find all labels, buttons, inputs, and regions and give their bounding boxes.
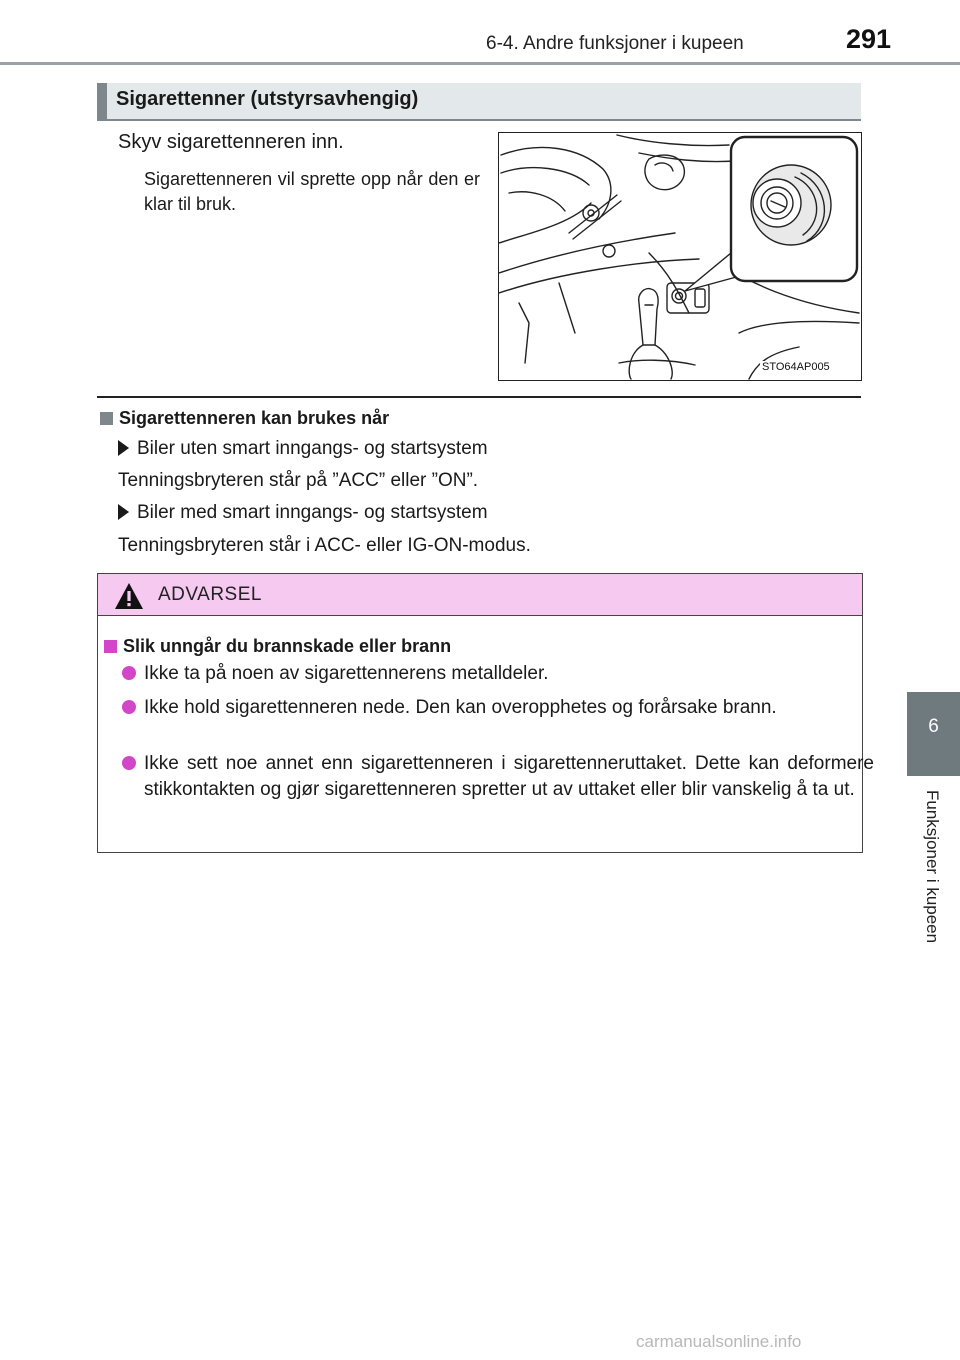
warning-heading: Slik unngår du brannskade eller brann xyxy=(104,636,451,657)
warning-title: ADVARSEL xyxy=(158,584,262,605)
bullet-dot-icon xyxy=(122,756,136,770)
triangle-bullet-icon xyxy=(118,440,129,456)
bullet-dot-icon xyxy=(122,700,136,714)
instruction-note: Sigarettenneren vil sprette opp når den er klar til bruk. xyxy=(144,169,480,214)
header-rule xyxy=(0,62,960,65)
triangle-bullet-icon xyxy=(118,504,129,520)
warning-bullet-1: Ikke ta på noen av sigarettennerens metalldeler. xyxy=(144,661,874,687)
section-title: Sigarettenner (utstyrsavhengig) xyxy=(116,88,419,110)
square-bullet-icon xyxy=(104,640,117,653)
figure-code: STO64AP005 xyxy=(762,361,830,373)
section-title-accent xyxy=(97,83,107,121)
warning-bullet-3: Ikke sett noe annet enn sigarettenneren i sigarettenneruttaket. Dette kan deformere stikkontakten og gjør sigarettenneren spretter ut av uttaket eller blir vanskelig å ta ut. xyxy=(144,751,874,803)
usage-text-2: Tenningsbryteren står i ACC- eller IG-ON-modus. xyxy=(118,535,531,556)
page-number: 291 xyxy=(846,24,892,54)
warning-icon xyxy=(114,582,144,615)
instruction-text: Skyv sigarettenneren inn. xyxy=(118,131,344,153)
square-bullet-icon xyxy=(100,412,113,425)
usage-heading: Sigarettenneren kan brukes når xyxy=(100,408,389,429)
cigarette-lighter-illustration xyxy=(498,132,862,381)
section-separator xyxy=(97,396,861,398)
chapter-title: Funksjoner i kupeen xyxy=(923,790,942,944)
warning-bullet-2: Ikke hold sigarettenneren nede. Den kan overopphetes og forårsake brann. xyxy=(144,695,874,721)
usage-label-1: Biler uten smart inngangs- og startsystem xyxy=(118,438,488,460)
usage-label-2: Biler med smart inngangs- og startsystem xyxy=(118,502,488,524)
watermark: carmanualsonline.info xyxy=(636,1332,802,1351)
usage-text-1: Tenningsbryteren står på ”ACC” eller ”ON”. xyxy=(118,470,479,491)
header-section-title: 6-4. Andre funksjoner i kupeen xyxy=(486,33,744,54)
chapter-number: 6 xyxy=(928,716,939,737)
bullet-dot-icon xyxy=(122,666,136,680)
